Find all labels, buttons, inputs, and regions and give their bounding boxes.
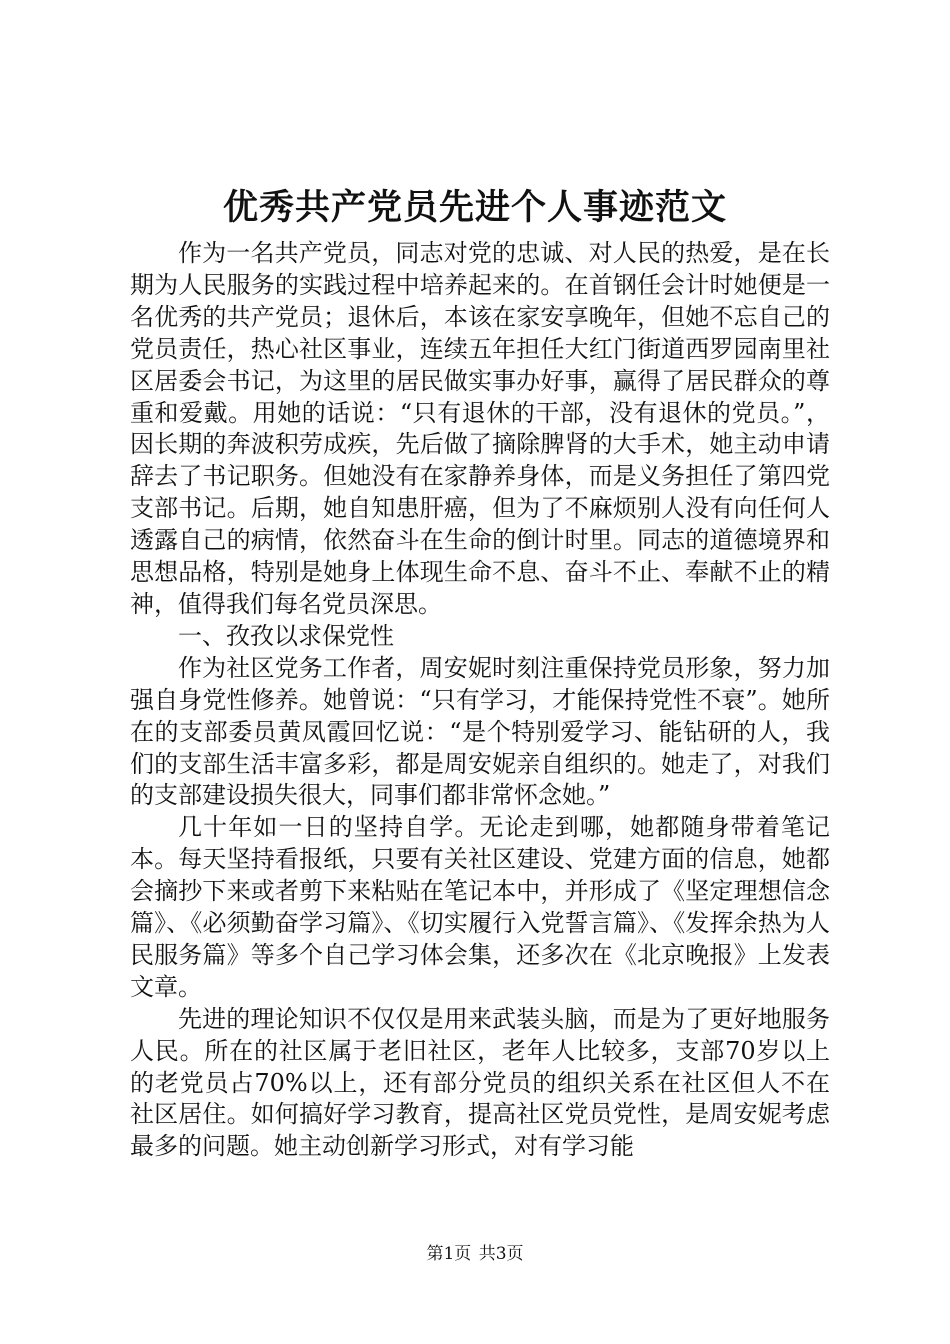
paragraph-serving-people: 先进的理论知识不仅仅是用来武装头脑，而是为了更好地服务人民。所在的社区属于老旧社区，老年人比较多，支部70岁以上的老党员占70%以上，还有部分党员的组织关系在社区但人不在社区居住。如何搞好学习教育，提高社区党员党性，是周安妮考虑最多的问题。她主动创新学习形式，对有学习能 bbox=[130, 1004, 830, 1161]
paragraph-self-study: 几十年如一日的坚持自学。无论走到哪，她都随身带着笔记本。每天坚持看报纸，只要有关社区建设、党建方面的信息，她都会摘抄下来或者剪下来粘贴在笔记本中，并形成了《坚定理想信念篇》、《必须勤奋学习篇》、《切实履行入党誓言篇》、《发挥余热为人民服务篇》等多个自己学习体会集，还多次在《北京晚报》上发表文章。 bbox=[130, 813, 830, 1001]
section-heading: 一、孜孜以求保党性 bbox=[178, 621, 394, 650]
document-title: 优秀共产党员先进个人事迹范文 bbox=[222, 187, 727, 228]
document-body bbox=[130, 238, 830, 1163]
paragraph-party-spirit: 作为社区党务工作者，周安妮时刻注重保持党员形象，努力加强自身党性修养。她曾说：“只有学习，才能保持党性不衰”。她所在的支部委员黄凤霞回忆说：“是个特别爱学习、能钻研的人，我们的支部生活丰富多彩，都是周安妮亲自组织的。她走了，对我们的支部建设损失很大，同事们都非常怀念她。” bbox=[130, 653, 830, 810]
page-footer: 第1页 共3页 bbox=[426, 1244, 524, 1264]
paragraph-intro: 作为一名共产党员，同志对党的忠诚、对人民的热爱，是在长期为人民服务的实践过程中培养起来的。在首钢任会计时她便是一名优秀的共产党员；退休后，本该在家安享晚年，但她不忘自己的党员责任，热心社区事业，连续五年担任大红门街道西罗园南里社区居委会书记，为这里的居民做实事办好事，赢得了居民群众的尊重和爱戴。用她的话说：“只有退休的干部，没有退休的党员。”，因长期的奔波积劳成疾，先后做了摘除脾肾的大手术，她主动申请辞去了书记职务。但她没有在家静养身体，而是义务担任了第四党支部书记。后期，她自知患肝癌，但为了不麻烦别人没有向任何人透露自己的病情，依然奋斗在生命的倒计时里。同志的道德境界和思想品格，特别是她身上体现生命不息、奋斗不止、奉献不止的精神，值得我们每名党员深思。 bbox=[130, 239, 830, 618]
